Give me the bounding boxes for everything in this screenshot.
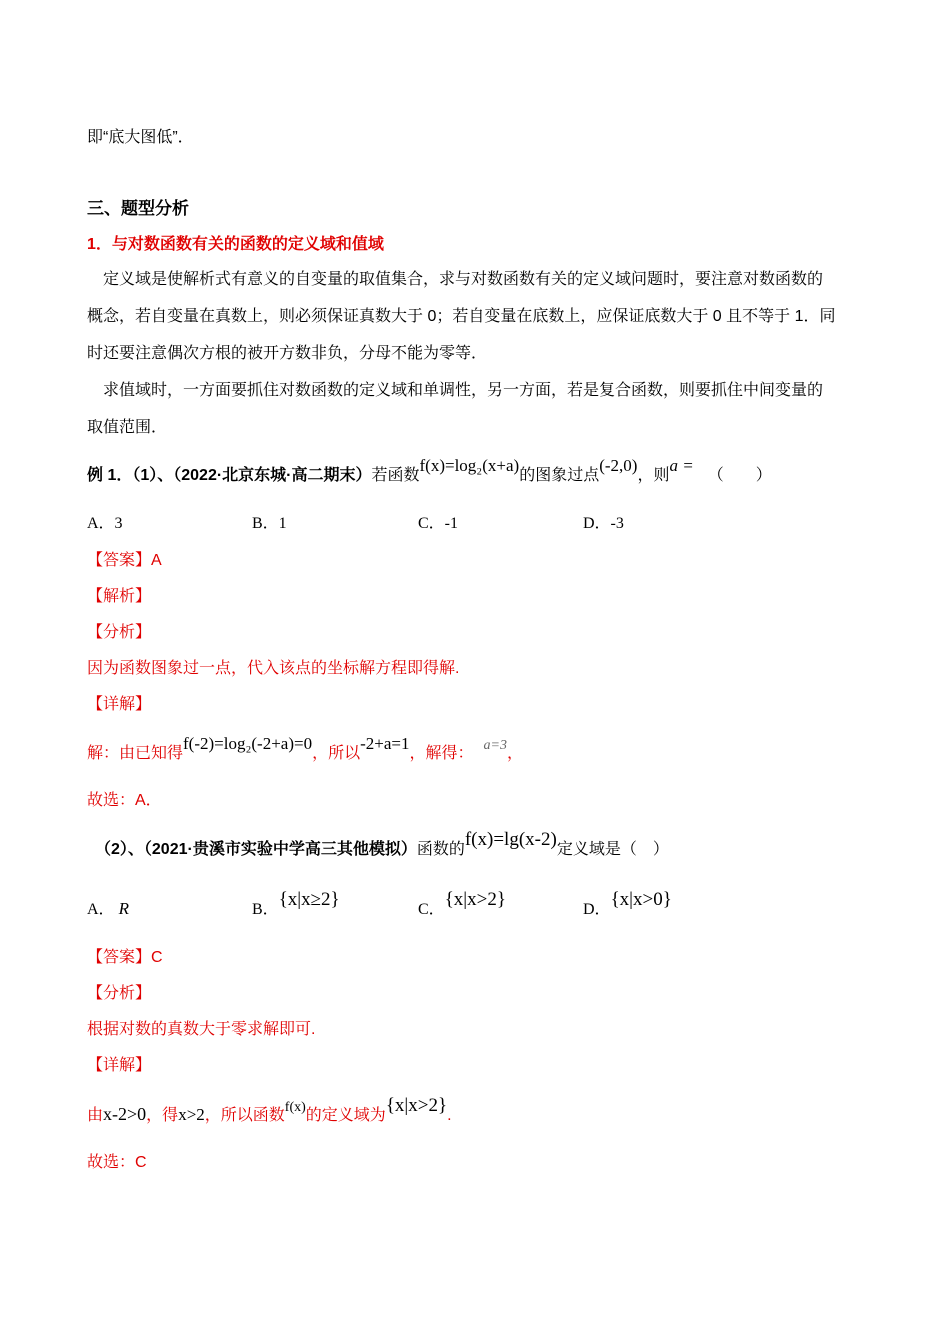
ex2-detail-b: ，得: [146, 1107, 179, 1124]
ex1-var: a =: [669, 456, 694, 475]
ex1-detail-tag: 【详解】: [87, 696, 152, 713]
ex1-formula: f(x)=log₂(x+a): [419, 456, 520, 475]
ex2-option-c-math: {x|x>2}: [444, 889, 506, 910]
ex2-answer: 【答案】C: [87, 949, 163, 966]
ex1-detail-result: a=3: [483, 738, 507, 753]
ex2-fenxi-tag: 【分析】: [87, 985, 152, 1002]
ex1-detail-formula: f(-2)=log₂(-2+a)=0: [183, 734, 313, 753]
para2-line1: 求值域时，一方面要抓住对数函数的定义域和单调性，另一方面，若是复合函数，则要抓住中间变量的: [103, 382, 824, 399]
ex1-fenxi: 因为函数图象过一点，代入该点的坐标解方程即得解.: [87, 660, 460, 677]
ex2-detail-set: {x|x>2}: [385, 1095, 448, 1116]
para1-line3: 时还要注意偶次方根的被开方数非负，分母不能为零等．: [87, 345, 488, 362]
ex2-detail-f: f(x): [284, 1100, 306, 1115]
ex1-text-c: ，则: [637, 467, 670, 484]
intro-line: 即“底大图低”．: [87, 129, 194, 146]
ex2-option-c-label: C．: [418, 901, 445, 918]
ex2-text-b: 定义域是（ ）: [556, 841, 669, 858]
ex1-text-b: 的图象过点: [519, 467, 600, 484]
ex2-option-b: [252, 889, 340, 921]
ex1-detail-d: ，: [506, 745, 523, 762]
ex2-detail-tag: 【详解】: [87, 1057, 152, 1074]
ex2-label: （2）、（2021·贵溪市实验中学高三其他模拟）: [95, 841, 417, 858]
ex2-formula: f(x)=lg(x-2): [464, 829, 557, 850]
ex2-option-d: [583, 889, 672, 921]
ex2-choice: 故选：C: [87, 1154, 147, 1171]
ex1-detail-eq: -2+a=1: [360, 734, 410, 753]
ex1-tail: （ ）: [707, 467, 772, 484]
ex1-answer: 【答案】A: [87, 552, 162, 569]
para1-line1: 定义域是使解析式有意义的自变量的取值集合，求与对数函数有关的定义域问题时，要注意对数函数的: [103, 271, 824, 288]
ex2-detail-e: .: [447, 1107, 452, 1124]
ex1-choice: 故选：A．: [87, 792, 162, 809]
ex1-analysis-tag: 【解析】: [87, 588, 152, 605]
subsection-title: 1．与对数函数有关的函数的定义域和值域: [87, 236, 384, 253]
ex2-option-c: [418, 889, 506, 921]
section-title: 三、题型分析: [87, 199, 189, 218]
ex1-question: [87, 456, 862, 487]
ex1-option-a: A．3: [87, 515, 123, 532]
ex2-detail-c: ，所以函数: [204, 1107, 285, 1124]
ex1-text-a: 若函数: [371, 467, 420, 484]
ex2-option-a-math: R: [118, 899, 129, 918]
ex2-detail-a: 由: [87, 1107, 104, 1124]
ex2-detail-x: x>2: [178, 1105, 205, 1124]
ex1-option-c: C．-1: [418, 515, 459, 532]
ex1-option-d: D．-3: [583, 515, 624, 532]
ex1-detail: [87, 734, 862, 766]
ex2-question: [87, 829, 862, 861]
ex1-point: (-2,0): [599, 456, 638, 475]
ex1-fenxi-tag: 【分析】: [87, 624, 152, 641]
ex2-text-a: 函数的: [416, 841, 465, 858]
ex2-detail-d: 的定义域为: [305, 1107, 386, 1124]
ex2-option-d-math: {x|x>0}: [610, 889, 672, 910]
ex2-fenxi: 根据对数的真数大于零求解即可.: [87, 1021, 316, 1038]
ex2-option-b-label: B．: [252, 901, 279, 918]
ex2-option-a: [87, 898, 129, 921]
ex2-detail: [87, 1095, 862, 1128]
para2-line2: 取值范围．: [87, 419, 168, 436]
ex1-option-b: B．1: [252, 515, 287, 532]
ex1-detail-c: ，解得：: [409, 745, 474, 762]
ex2-option-d-label: D．: [583, 901, 611, 918]
ex2-option-b-math: {x|x≥2}: [278, 889, 340, 910]
ex1-label: 例 1．（1）、（2022·北京东城·高二期末）: [87, 467, 372, 484]
ex1-detail-b: ，所以: [312, 745, 361, 762]
ex1-detail-a: 解：由已知得: [87, 745, 184, 762]
ex2-detail-ineq: x-2>0: [103, 1104, 147, 1124]
para1-line2: 概念，若自变量在真数上，则必须保证真数大于 0；若自变量在底数上，应保证底数大于 0 且不等于 1．同: [87, 308, 836, 325]
ex2-option-a-label: A．: [87, 901, 115, 918]
